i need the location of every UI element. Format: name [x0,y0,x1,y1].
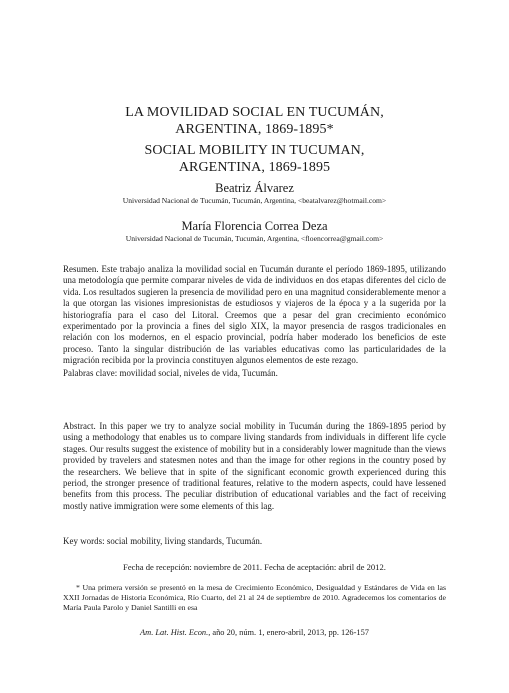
key-words: Key words: social mobility, living standards, Tucumán. [63,536,263,546]
reception-dates: Fecha de recepción: noviembre de 2011. Fecha de aceptación: abril de 2012. [123,562,386,572]
title-spanish-line2: ARGENTINA, 1869-1895* [175,122,334,137]
resumen-paragraph: Resumen. Este trabajo analiza la movilidad social en Tucumán durante el período 1869-1895, utilizando una metodología que permite comparar niveles de vida de individuos en dos etapas diferentes del ciclo de vida. Los resultados sugieren la presencia de movilidad pero en una magnitud considerablemente menor a la que otorgan las visiones impresionistas de estudiosos y viajeros de la época y a la sugerida por la historiografía para el caso del Litoral. Creemos que a pesar del gran crecimiento económico experimentado por la provincia a fines del siglo XIX, la mayor presencia de rasgos tradicionales en relación con los modernos, en el espacio provincial, podría haber moderado los beneficios de este proceso. Tanto la singular distribución de las variables educativas como las particularidades de la migración recibida por la provincia constituyen algunos elementos de este rezago. [63,264,446,366]
title-spanish [60,104,449,138]
abstract-paragraph: Abstract. In this paper we try to analyze social mobility in Tucumán during the 1869-1895 period by using a methodology that enables us to compare living standards from individuals in different life cycle stages. Our results suggest the existence of mobility but in a considerably lower magnitude than the views provided by travelers and statesmen notes and than the image for other regions in the country posed by the researchers. We believe that in spite of the significant economic growth experienced during this period, the stronger presence of traditional features, relative to the modern aspects, could have lessened benefits from this process. The peculiar distribution of educational variables and the fact of receiving mostly native immigration were some elements of this lag. [63,421,446,511]
palabras-clave: Palabras clave: movilidad social, niveles de vida, Tucumán. [63,368,278,378]
author-affiliation: Universidad Nacional de Tucumán, Tucumán, Argentina, <floencorrea@gmail.com> [125,234,384,243]
footnote: * Una primera versión se presentó en la mesa de Crecimiento Económico, Desigualdad y Estándares de Vida en las XXII Jornadas de Historia Económica, Río Cuarto, del 21 al 24 de septiembre de 2010. Agradecemos los comentarios de María Paula Parolo y Daniel Santilli en esa [63,583,446,612]
author-affiliation: Universidad Nacional de Tucumán, Tucumán, Argentina, <beatalvarez@hotmail.com> [122,196,387,205]
journal-footer [40,627,469,638]
title-spanish-line1: LA MOVILIDAD SOCIAL EN TUCUMÁN, [125,105,384,120]
title-english-line2: ARGENTINA, 1869-1895 [178,160,331,175]
journal-name: Am. Lat. Hist. Econ. [140,628,209,637]
author-name: María Florencia Correa Deza [181,219,328,233]
journal-details: , año 20, núm. 1, enero-abril, 2013, pp. 126-157 [208,628,369,637]
title-english [60,142,449,176]
author-name: Beatriz Álvarez [215,181,294,195]
title-english-line1: SOCIAL MOBILITY IN TUCUMAN, [144,143,365,158]
